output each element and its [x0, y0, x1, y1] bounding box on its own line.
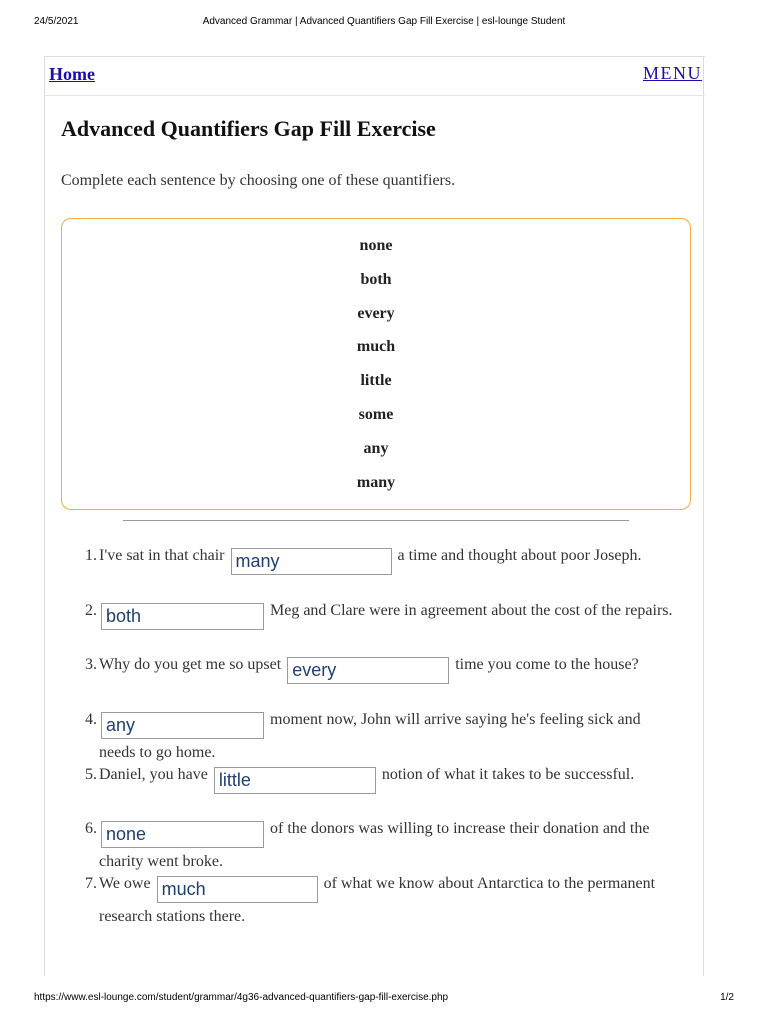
print-date: 24/5/2021 — [34, 16, 79, 27]
question-text-after: of the donors was willing to increase their donation and the charity went broke. — [99, 820, 650, 871]
page-content — [44, 56, 704, 976]
quantifier-word: some — [358, 405, 394, 423]
question-text-after: time you come to the house? — [455, 656, 639, 674]
question-list — [85, 542, 674, 926]
question-number: 1. — [85, 547, 97, 564]
print-header — [0, 16, 768, 36]
answer-input[interactable]: any — [101, 712, 264, 739]
question-number: 6. — [85, 820, 97, 838]
answer-input[interactable]: much — [157, 876, 318, 903]
quantifier-word: every — [357, 304, 395, 322]
divider — [123, 520, 629, 521]
answer-input[interactable]: little — [214, 767, 376, 794]
question-text-before: Daniel, you have — [99, 765, 208, 783]
quantifier-word-box — [61, 218, 691, 510]
question-text-before: I've sat in that chair — [99, 547, 225, 564]
question-item — [85, 815, 674, 871]
answer-input[interactable]: many — [231, 548, 392, 575]
question-item — [85, 706, 674, 762]
answer-input[interactable]: every — [287, 657, 449, 684]
question-text-before: Why do you get me so upset — [99, 656, 282, 674]
top-navigation — [45, 56, 705, 96]
question-text-after: notion of what it takes to be successful. — [381, 765, 635, 783]
page-title: Advanced Quantifiers Gap Fill Exercise — [61, 116, 436, 141]
question-item — [85, 651, 674, 706]
quantifier-word: many — [356, 473, 396, 491]
question-text-after: of what we know about Antarctica to the permanent research stations there. — [99, 875, 656, 926]
print-footer — [0, 992, 768, 1012]
question-text-after: moment now, John will arrive saying he's feeling sick and needs to go home. — [99, 711, 641, 762]
question-number: 7. — [85, 875, 97, 893]
question-text-after: Meg and Clare were in agreement about the cost of the repairs. — [270, 601, 673, 619]
question-number: 5. — [85, 765, 97, 783]
answer-input[interactable]: none — [101, 821, 264, 848]
question-text-before: We owe — [99, 875, 151, 893]
print-page-number: 1/2 — [720, 992, 734, 1003]
quantifier-word: none — [359, 237, 393, 254]
quantifier-word: any — [363, 439, 389, 457]
menu-link[interactable]: MENU — [643, 63, 702, 83]
quantifier-word: much — [356, 338, 396, 356]
question-item — [85, 761, 674, 816]
home-link[interactable]: Home — [49, 64, 95, 84]
question-number: 3. — [85, 656, 97, 674]
question-item — [85, 597, 674, 652]
print-title: Advanced Grammar | Advanced Quantifiers Gap Fill Exercise | esl-lounge Student — [202, 16, 566, 27]
quantifier-word: little — [360, 372, 392, 390]
instructions: Complete each sentence by choosing one of these quantifiers. — [61, 172, 456, 189]
quantifier-word: both — [360, 270, 392, 288]
answer-input[interactable]: both — [101, 603, 264, 630]
question-item — [85, 542, 674, 597]
question-item — [85, 870, 674, 926]
question-number: 2. — [85, 601, 97, 619]
question-number: 4. — [85, 711, 97, 729]
print-url: https://www.esl-lounge.com/student/grammar/4g36-advanced-quantifiers-gap-fill-exercise.php — [34, 992, 449, 1003]
question-text-after: a time and thought about poor Joseph. — [397, 547, 642, 564]
